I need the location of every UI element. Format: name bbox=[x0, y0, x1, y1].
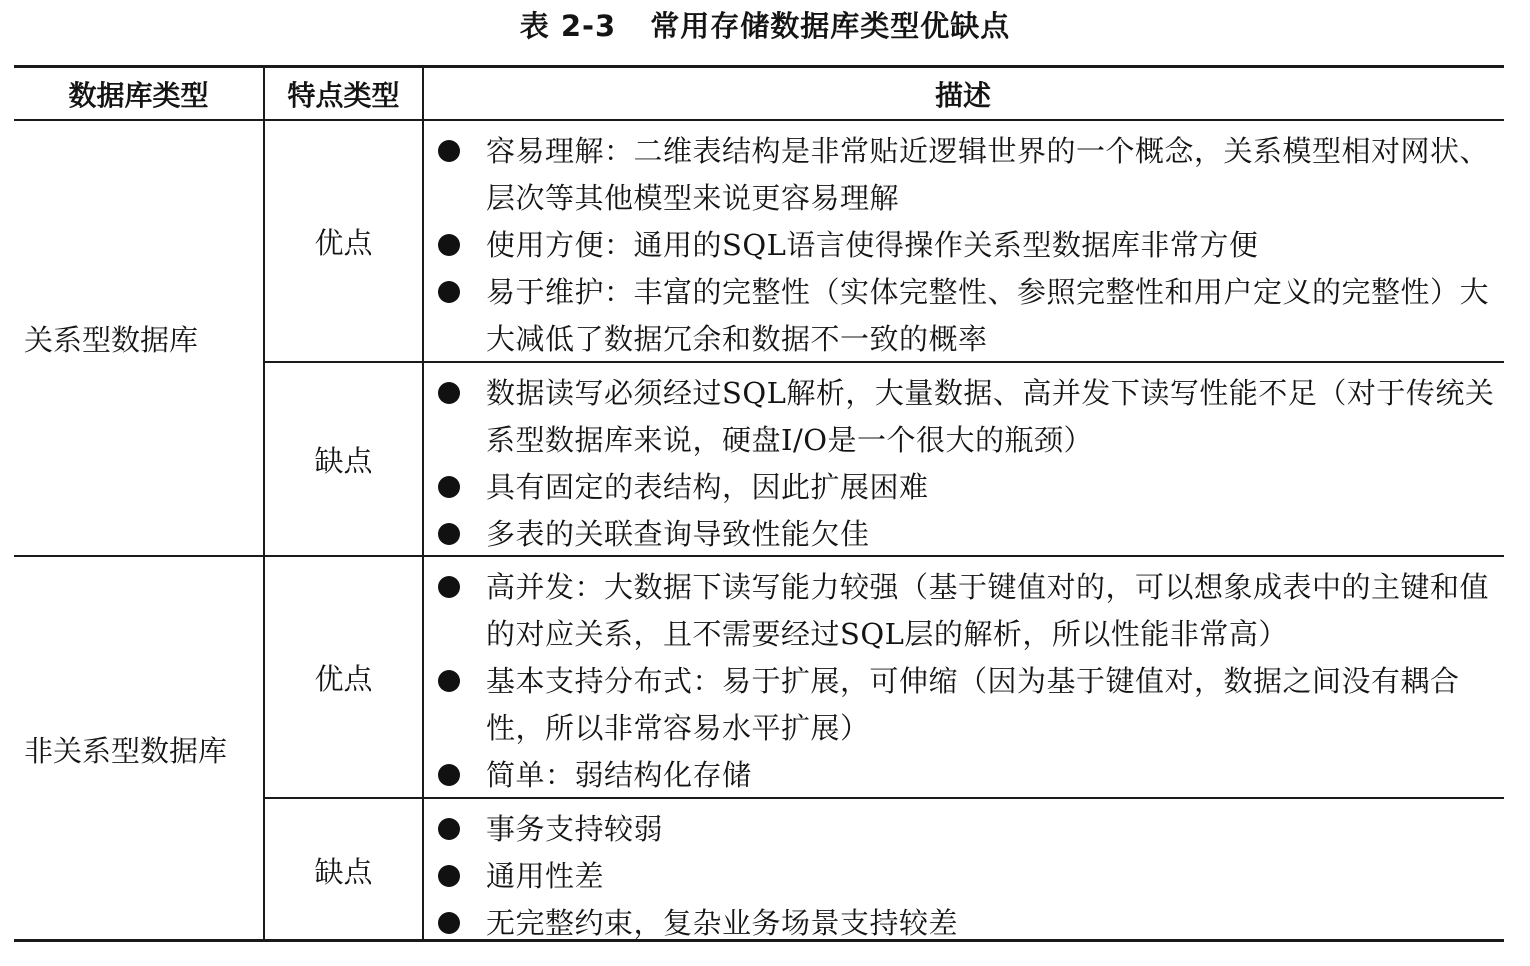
list-item: 通用性差 bbox=[438, 853, 1496, 900]
bullet-icon bbox=[438, 382, 460, 404]
feature-nonrelational-pros: 优点 bbox=[314, 661, 373, 696]
feature-relational-pros: 优点 bbox=[314, 225, 373, 260]
header-feature-type: 特点类型 bbox=[287, 79, 400, 112]
list-item: 易于维护：丰富的完整性（实体完整性、参照完整性和用户定义的完整性）大大减低了数据冗余和数据不一致的概率 bbox=[438, 269, 1496, 363]
bullet-icon bbox=[438, 865, 460, 887]
desc-nonrelational-pros bbox=[424, 557, 1502, 797]
desc-relational-cons bbox=[424, 363, 1502, 555]
header-db-type: 数据库类型 bbox=[68, 79, 209, 112]
bullet-icon bbox=[438, 912, 460, 934]
bullet-icon bbox=[438, 818, 460, 840]
table-title: 常用存储数据库类型优缺点 bbox=[650, 9, 1011, 43]
bullet-icon bbox=[438, 764, 460, 786]
bullet-icon bbox=[438, 576, 460, 598]
list-item: 使用方便：通用的SQL语言使得操作关系型数据库非常方便 bbox=[438, 222, 1496, 269]
bullet-icon bbox=[438, 140, 460, 162]
desc-nonrelational-cons bbox=[424, 799, 1502, 942]
list-item: 容易理解：二维表结构是非常贴近逻辑世界的一个概念，关系模型相对网状、层次等其他模型来说更容易理解 bbox=[438, 128, 1496, 222]
table-caption bbox=[0, 4, 1530, 45]
list-item: 基本支持分布式：易于扩展，可伸缩（因为基于键值对，数据之间没有耦合性，所以非常容易水平扩展） bbox=[438, 658, 1496, 752]
bullet-icon bbox=[438, 523, 460, 545]
bullet-icon bbox=[438, 670, 460, 692]
list-item: 数据读写必须经过SQL解析，大量数据、高并发下读写性能不足（对于传统关系型数据库来说，硬盘I/O是一个很大的瓶颈） bbox=[438, 370, 1496, 464]
list-item: 高并发：大数据下读写能力较强（基于键值对的，可以想象成表中的主键和值的对应关系，且不需要经过SQL层的解析，所以性能非常高） bbox=[438, 564, 1496, 658]
db-type-relational: 关系型数据库 bbox=[24, 322, 199, 357]
db-type-nonrelational: 非关系型数据库 bbox=[24, 734, 228, 768]
list-item: 简单：弱结构化存储 bbox=[438, 752, 1496, 799]
bullet-icon bbox=[438, 476, 460, 498]
table-number: 表 2-3 bbox=[519, 9, 617, 43]
list-item: 具有固定的表结构，因此扩展困难 bbox=[438, 464, 1496, 511]
list-item: 多表的关联查询导致性能欠佳 bbox=[438, 511, 1496, 558]
list-item: 事务支持较弱 bbox=[438, 806, 1496, 853]
list-item: 无完整约束，复杂业务场景支持较差 bbox=[438, 900, 1496, 947]
bullet-icon bbox=[438, 281, 460, 303]
feature-relational-cons: 缺点 bbox=[314, 443, 373, 478]
bullet-icon bbox=[438, 234, 460, 256]
header-description: 描述 bbox=[934, 79, 991, 112]
desc-relational-pros bbox=[424, 121, 1502, 361]
feature-nonrelational-cons: 缺点 bbox=[314, 855, 373, 889]
comparison-table bbox=[14, 65, 1504, 942]
